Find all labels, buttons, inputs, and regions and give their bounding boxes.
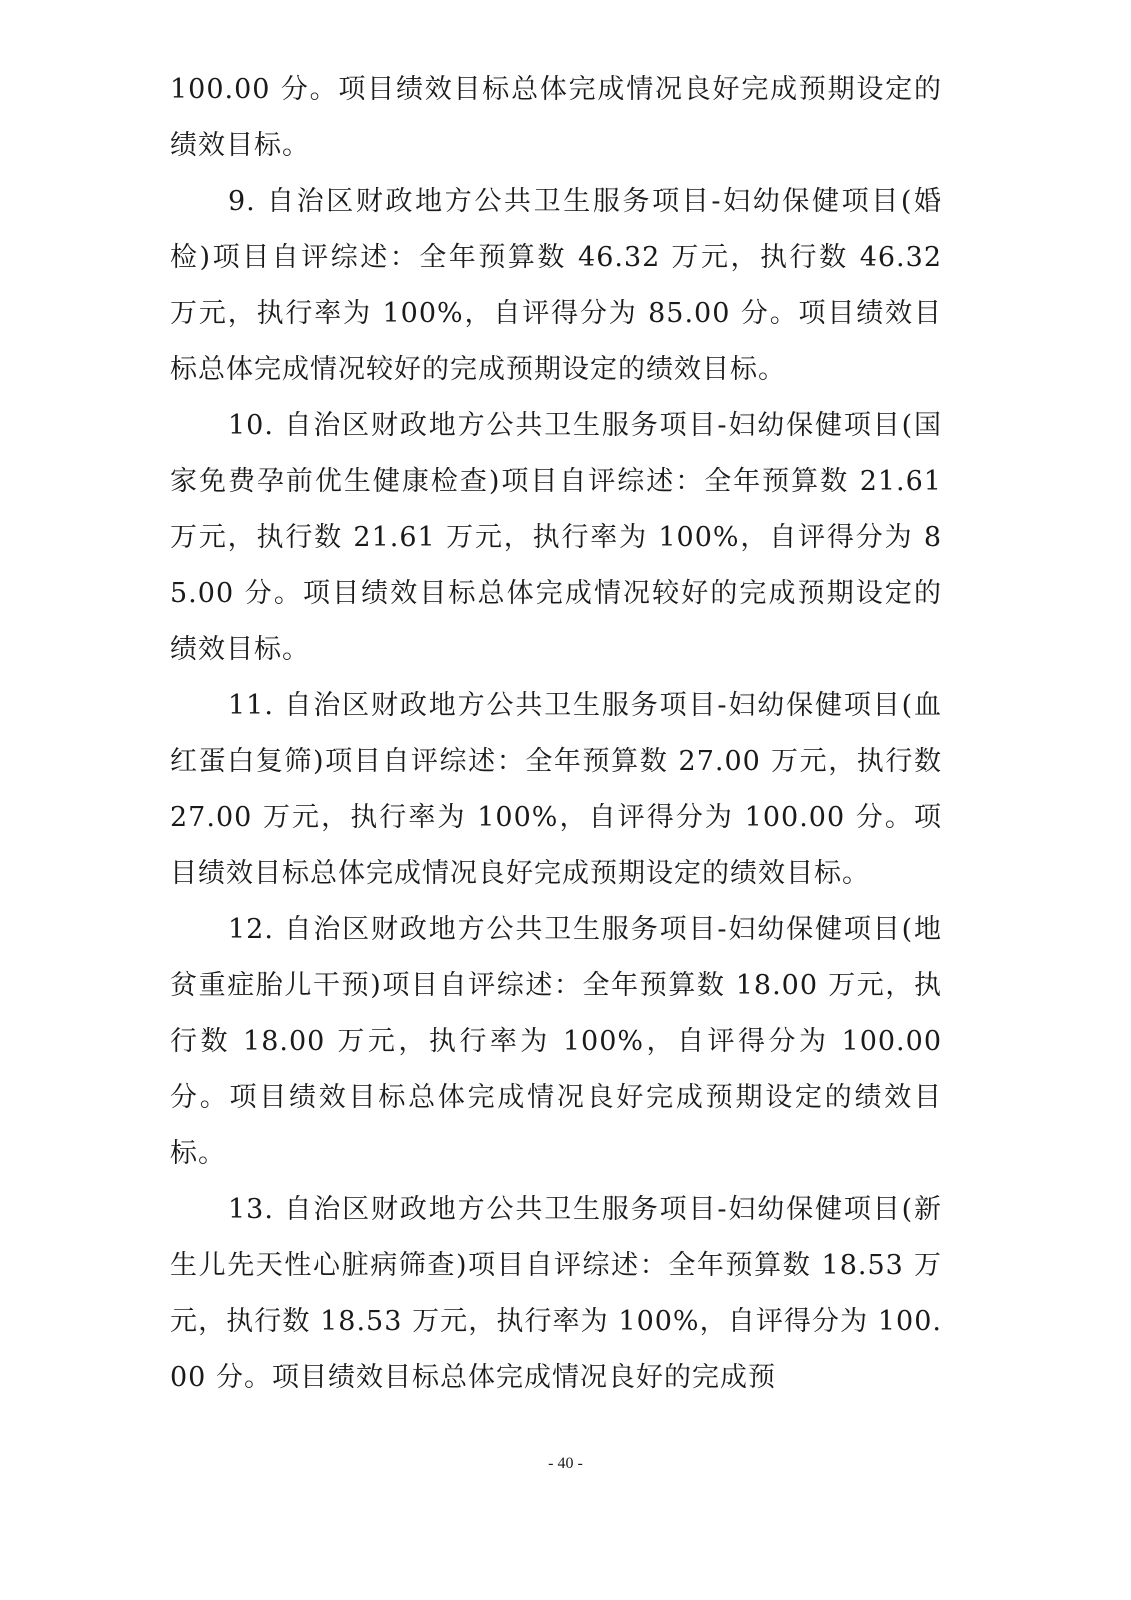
page-number: - 40 - <box>548 1455 583 1472</box>
paragraph-item-13: 13. 自治区财政地方公共卫生服务项目-妇幼保健项目(新生儿先天性心脏病筛查)项目自评综述：全年预算数 18.53 万元，执行数 18.53 万元，执行率为 100%，自评得分为 100.00 分。项目绩效目标总体完成情况良好的完成预 <box>170 1194 942 1393</box>
document-body <box>170 62 942 1406</box>
paragraph-item-11: 11. 自治区财政地方公共卫生服务项目-妇幼保健项目(血红蛋白复筛)项目自评综述：全年预算数 27.00 万元，执行数 27.00 万元，执行率为 100%，自评得分为 100.00 分。项目绩效目标总体完成情况良好完成预期设定的绩效目标。 <box>170 690 942 889</box>
paragraph-item-10: 10. 自治区财政地方公共卫生服务项目-妇幼保健项目(国家免费孕前优生健康检查)项目自评综述：全年预算数 21.61 万元，执行数 21.61 万元，执行率为 100%，自评得分为 85.00 分。项目绩效目标总体完成情况较好的完成预期设定的绩效目标。 <box>170 410 942 665</box>
paragraph-item-12: 12. 自治区财政地方公共卫生服务项目-妇幼保健项目(地贫重症胎儿干预)项目自评综述：全年预算数 18.00 万元，执行数 18.00 万元，执行率为 100%，自评得分为 100.00 分。项目绩效目标总体完成情况良好完成预期设定的绩效目标。 <box>170 914 942 1169</box>
paragraph-item-9: 9. 自治区财政地方公共卫生服务项目-妇幼保健项目(婚检)项目自评综述：全年预算数 46.32 万元，执行数 46.32 万元，执行率为 100%，自评得分为 85.00 分。项目绩效目标总体完成情况较好的完成预期设定的绩效目标。 <box>170 186 942 385</box>
paragraph-continuation: 100.00 分。项目绩效目标总体完成情况良好完成预期设定的绩效目标。 <box>170 74 942 161</box>
